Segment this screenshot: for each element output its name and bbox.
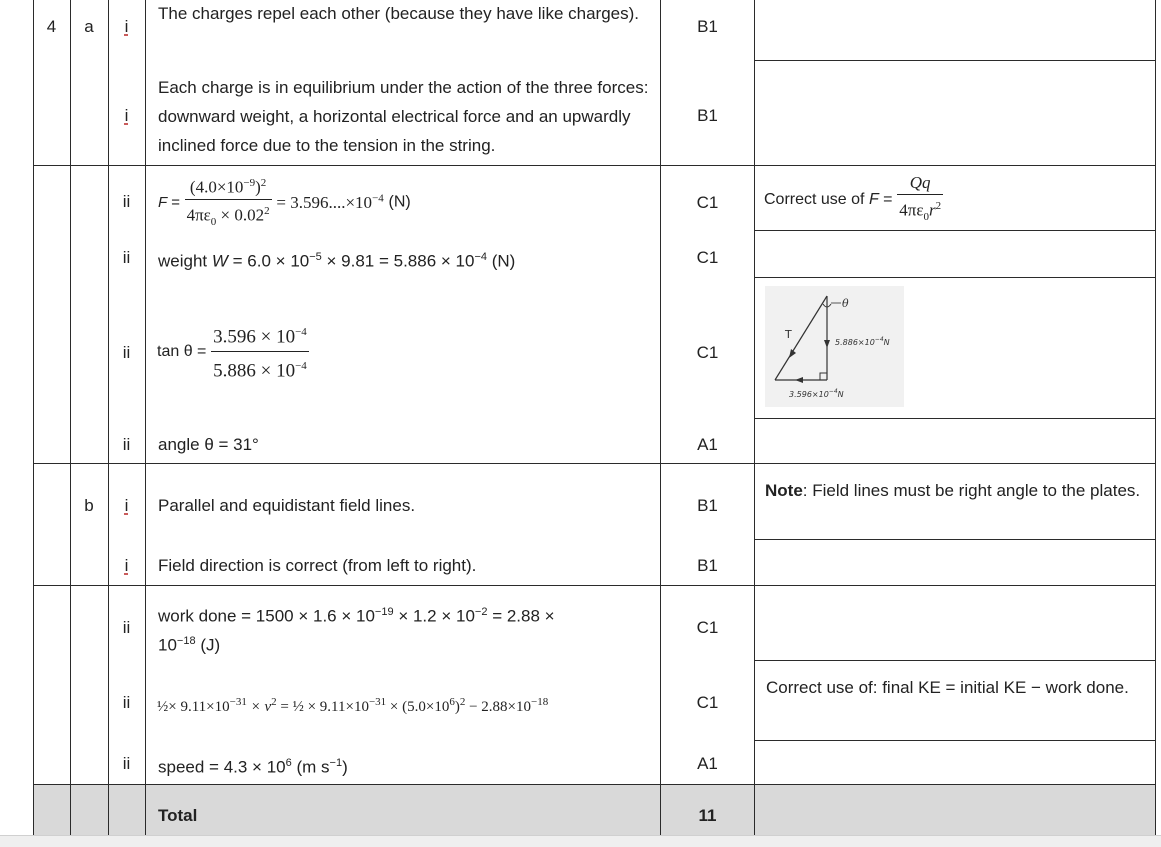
guidance-denominator: 4πε bbox=[899, 200, 924, 220]
answer-text-part: = 6.0 × 10 bbox=[232, 251, 310, 271]
equation-lhs: tan θ = bbox=[157, 342, 207, 360]
equation-exponent: 2 bbox=[264, 204, 270, 217]
answer-text-part: work done = 1500 × 1.6 × 10 bbox=[158, 606, 375, 626]
grid-line bbox=[33, 784, 1156, 785]
answer-text: Field direction is correct (from left to right). bbox=[158, 556, 477, 575]
answer-exponent: −5 bbox=[309, 251, 322, 263]
equation-fraction bbox=[211, 318, 309, 386]
answer-text: The charges repel each other (because they have like charges). bbox=[158, 4, 639, 23]
page-bottom-strip bbox=[0, 835, 1161, 847]
part-label: ii bbox=[122, 618, 131, 637]
guidance-note bbox=[765, 476, 1150, 505]
mark-code: B1 bbox=[697, 556, 718, 575]
grid-line bbox=[754, 230, 1156, 231]
subquestion-label: a bbox=[84, 17, 94, 36]
grid-line bbox=[754, 60, 1156, 61]
mark-code: C1 bbox=[696, 193, 719, 212]
grid-line bbox=[754, 277, 1156, 278]
equation-denominator: 4πε bbox=[186, 205, 211, 225]
part-label: i bbox=[124, 106, 129, 125]
answer-exponent: −1 bbox=[329, 757, 343, 769]
guidance-radius: r bbox=[928, 200, 936, 220]
equation-exponent: 2 bbox=[271, 696, 277, 708]
guidance-subscript: 0 bbox=[923, 211, 929, 224]
equation-part: × 9.11×10 bbox=[168, 699, 230, 715]
guidance-exponent: 2 bbox=[935, 200, 942, 212]
answer-text-part: = 2.88 × bbox=[492, 606, 555, 626]
total-label: Total bbox=[158, 806, 198, 825]
answer-text-part: (m s bbox=[296, 757, 330, 777]
answer-text-part: weight bbox=[158, 251, 208, 271]
right-angle-mark bbox=[820, 373, 827, 380]
grid-line bbox=[754, 660, 1156, 661]
theta-label: θ bbox=[842, 297, 849, 310]
answer-exponent: −18 bbox=[176, 635, 196, 647]
mark-code: B1 bbox=[697, 496, 718, 515]
equation-exponent: −31 bbox=[229, 696, 247, 708]
answer-text bbox=[158, 749, 348, 782]
answer-variable: W bbox=[211, 251, 228, 271]
electric-force-label: $3.596\times 10^{-4}N$ bbox=[789, 388, 844, 399]
equation-bracket: ) bbox=[255, 177, 261, 197]
tension-label: T bbox=[785, 328, 792, 341]
answer-unit: (J) bbox=[200, 635, 221, 655]
equation-exponent: −18 bbox=[531, 696, 549, 708]
answer-text-part: × 9.81 = 5.886 × 10 bbox=[326, 251, 475, 271]
answer-text-part: speed = 4.3 × 10 bbox=[158, 757, 286, 777]
equation-exponent: −31 bbox=[368, 696, 387, 708]
guidance-equals: = bbox=[883, 191, 893, 209]
guidance-fraction bbox=[897, 172, 943, 228]
equation-part: × (5.0×10 bbox=[389, 699, 450, 715]
grid-line bbox=[33, 0, 34, 835]
equation-exponent: 6 bbox=[449, 696, 455, 708]
part-label: ii bbox=[122, 192, 131, 211]
grid-line bbox=[754, 418, 1156, 419]
mark-code: B1 bbox=[697, 17, 718, 36]
answer-text-part: ) bbox=[342, 757, 348, 777]
equation-part: − 2.88×10 bbox=[469, 699, 532, 715]
force-triangle-sketch bbox=[765, 286, 904, 407]
answer-text-part: 10 bbox=[158, 635, 177, 655]
force-triangle-svg bbox=[765, 286, 904, 407]
part-label: ii bbox=[122, 248, 131, 267]
equation-numerator: 3.596 × 10 bbox=[213, 326, 296, 348]
total-mark: 11 bbox=[698, 806, 717, 825]
tension-side bbox=[775, 296, 827, 380]
note-text: : Field lines must be right angle to the plates. bbox=[802, 481, 1141, 500]
equation-denominator: 5.886 × 10 bbox=[213, 360, 296, 382]
energy-equation bbox=[157, 688, 548, 722]
subquestion-label: b bbox=[84, 496, 94, 515]
mark-code: B1 bbox=[697, 106, 718, 125]
equation-exponent: −4 bbox=[295, 326, 307, 338]
grid-line bbox=[33, 585, 1156, 586]
grid-line bbox=[754, 740, 1156, 741]
arrow-icon bbox=[824, 340, 830, 348]
part-label: i bbox=[124, 556, 129, 575]
answer-text: Each charge is in equilibrium under the action of the three forces: downward weight, a horizontal electrical force and an upwardly inclined force due to the tension in the string. bbox=[158, 78, 649, 155]
equation-subscript: 0 bbox=[210, 215, 217, 228]
answer-text-line1 bbox=[158, 598, 555, 631]
answer-text-line2 bbox=[158, 627, 220, 660]
grid-line bbox=[70, 0, 71, 835]
guidance-text: Correct use of bbox=[764, 191, 865, 209]
guidance-formula bbox=[764, 172, 943, 228]
grid-line bbox=[33, 165, 1156, 166]
part-label: ii bbox=[122, 693, 131, 712]
mark-code: A1 bbox=[697, 754, 718, 773]
arrow-icon bbox=[795, 377, 803, 383]
answer-text bbox=[158, 243, 515, 276]
equation-exponent: −4 bbox=[295, 360, 307, 373]
equation-denominator-rest: × 0.02 bbox=[216, 205, 265, 225]
equation-half: ½ bbox=[157, 699, 169, 715]
equation-exponent: −9 bbox=[243, 177, 256, 189]
equation-part: = ½ × 9.11×10 bbox=[280, 699, 369, 715]
mark-code: C1 bbox=[696, 693, 719, 712]
equation-exponent: −4 bbox=[372, 192, 384, 205]
equation-fraction bbox=[185, 172, 272, 233]
equation-result: = 3.596....×10 bbox=[276, 192, 373, 212]
answer-exponent: −2 bbox=[474, 606, 488, 618]
tan-equation bbox=[157, 318, 309, 386]
grid-line bbox=[145, 0, 146, 835]
equation-exponent: 2 bbox=[260, 177, 267, 189]
answer-text: Parallel and equidistant field lines. bbox=[158, 496, 416, 515]
equation-exponent: 2 bbox=[459, 696, 466, 708]
answer-exponent: 6 bbox=[285, 757, 292, 769]
answer-text-part: × 1.2 × 10 bbox=[398, 606, 475, 626]
part-label: ii bbox=[122, 435, 131, 454]
part-label: ii bbox=[122, 754, 131, 773]
equation-unit: (N) bbox=[388, 193, 411, 211]
grid-line bbox=[754, 539, 1156, 540]
mark-code: A1 bbox=[697, 435, 718, 454]
guidance-numerator: Qq bbox=[909, 173, 931, 192]
question-number: 4 bbox=[46, 17, 57, 36]
mark-code: C1 bbox=[696, 248, 719, 267]
equation-numerator: (4.0×10 bbox=[189, 177, 244, 197]
guidance-variable: F bbox=[868, 191, 879, 209]
arrow-icon bbox=[789, 349, 796, 358]
answer-exponent: −4 bbox=[474, 251, 487, 263]
mark-code: C1 bbox=[696, 618, 719, 637]
total-row-background bbox=[33, 784, 1155, 835]
part-label: ii bbox=[122, 343, 131, 362]
note-label: Note bbox=[765, 481, 803, 500]
answer-text: angle θ = 31° bbox=[158, 435, 259, 454]
answer-exponent: −19 bbox=[374, 606, 394, 618]
part-label: i bbox=[124, 17, 129, 36]
answer-unit: (N) bbox=[491, 251, 516, 271]
weight-label: $5.886\times 10^{-4}N$ bbox=[835, 336, 890, 347]
equation-lhs: F = bbox=[158, 193, 180, 211]
part-label: i bbox=[124, 496, 129, 515]
equation-part: ) bbox=[454, 699, 460, 715]
coulomb-equation bbox=[158, 172, 411, 233]
equation-part: × v bbox=[250, 699, 272, 715]
grid-line bbox=[33, 463, 1156, 464]
mark-code: C1 bbox=[696, 343, 719, 362]
guidance-note: Correct use of: final KE = initial KE − work done. bbox=[766, 678, 1129, 697]
